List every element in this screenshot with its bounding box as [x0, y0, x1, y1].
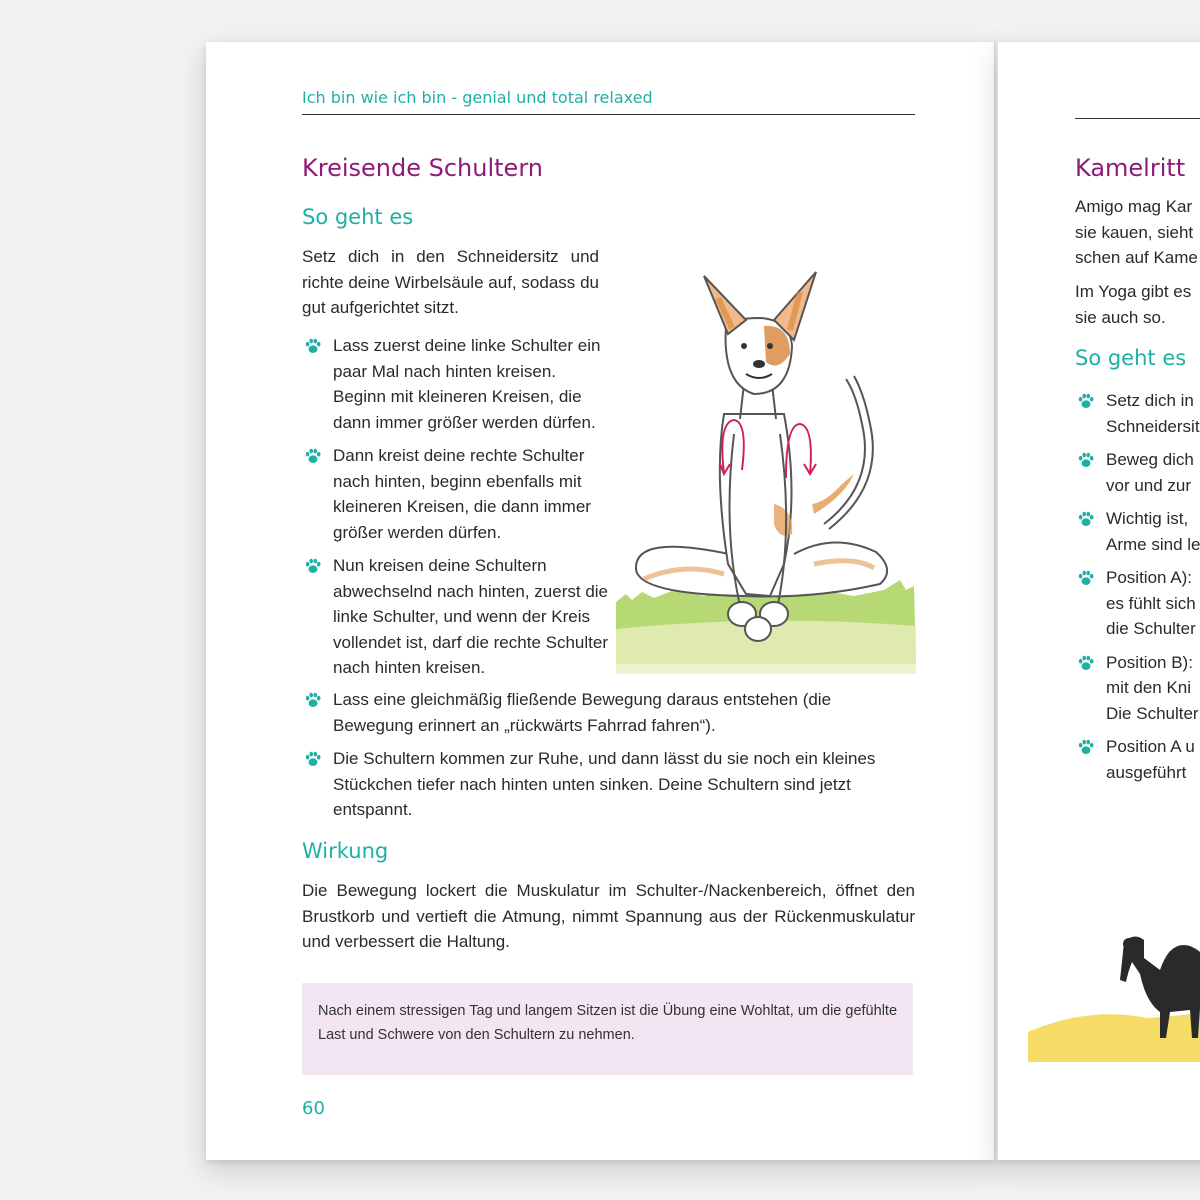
text-line: es fühlt sich	[1106, 593, 1196, 613]
page-number: 60	[302, 1098, 325, 1119]
step-text: Lass eine gleichmäßig fließende Bewegung daraus entstehen (die Bewegung erinnert an „rückwärts Fahrrad fahren“).	[333, 690, 832, 735]
right-page	[998, 42, 1200, 1160]
paw-icon	[1077, 654, 1095, 672]
tip-box	[302, 983, 913, 1075]
list-item	[1075, 506, 1200, 557]
text-line: Setz dich in	[1106, 391, 1194, 410]
paw-icon	[304, 337, 322, 355]
list-item	[1075, 447, 1200, 498]
text-line: Im Yoga gibt es	[1075, 282, 1192, 301]
right-page-title: Kamelritt	[1075, 154, 1186, 182]
text-line: Arme sind le	[1106, 534, 1200, 554]
list-item	[1075, 734, 1200, 785]
paw-icon	[1077, 569, 1095, 587]
dog-ear-left	[704, 276, 746, 334]
text-line: Die Schulter	[1106, 703, 1199, 723]
effect-text: Die Bewegung lockert die Muskulatur im Schulter-/Nackenbereich, öffnet den Brustkorb und vertieft die Atmung, nimmt Spannung aus der Rückenmuskulatur und verbessert die Haltung.	[302, 881, 915, 951]
text-line: Position A u	[1106, 737, 1195, 756]
step-text: Die Schultern kommen zur Ruhe, und dann lässt du sie noch ein kleines Stückchen tiefer nach hinten unten sinken. Deine Schultern sind jetzt entspannt.	[333, 749, 876, 819]
running-head: Ich bin wie ich bin - genial und total relaxed	[302, 88, 915, 115]
step-text: Dann kreist deine rechte Schulter nach hinten, beginn ebenfalls mit kleineren Kreisen, die dann immer größer werden dürfen.	[333, 446, 591, 542]
section-heading-effect: Wirkung	[302, 839, 389, 863]
sitting-dog-illustration	[614, 234, 919, 674]
step-text: Lass zuerst deine linke Schulter ein paar Mal nach hinten kreisen. Beginn mit kleineren Kreisen, die dann immer größer werden dürfen.	[333, 336, 601, 432]
left-page	[206, 42, 996, 1160]
intro-text: Setz dich in den Schneidersitz und richte deine Wirbelsäule auf, sodass du gut aufgerichtet sitzt.	[302, 247, 599, 317]
text-line: Wichtig ist,	[1106, 509, 1189, 528]
right-intro	[1075, 194, 1198, 271]
paw-icon	[304, 447, 322, 465]
list-item	[302, 443, 612, 545]
running-head-rule	[1075, 118, 1200, 119]
steps-list-narrow	[302, 333, 612, 689]
text-line: Position A):	[1106, 568, 1192, 587]
paw-icon	[1077, 451, 1095, 469]
list-item	[302, 687, 915, 738]
right-yoga-text	[1075, 279, 1191, 330]
text-line: mit den Kni	[1106, 678, 1192, 697]
text-line: Beweg dich	[1106, 450, 1194, 469]
list-item	[302, 553, 612, 681]
list-item	[302, 746, 915, 823]
text-line: Amigo mag Kar	[1075, 197, 1193, 216]
list-item	[1075, 650, 1200, 727]
steps-list-wide	[302, 687, 915, 831]
page-title: Kreisende Schultern	[302, 154, 543, 182]
list-item	[302, 333, 612, 435]
text-line: Position B):	[1106, 652, 1193, 672]
right-section-heading-how: So geht es	[1075, 346, 1187, 370]
tip-text: Nach einem stressigen Tag und langem Sitzen ist die Übung eine Wohltat, um die gefühlte Last und Schwere von den Schultern zu nehmen.	[318, 1003, 898, 1043]
paw-icon	[1077, 738, 1095, 756]
text-line: die Schulter	[1106, 619, 1196, 638]
text-line: sie auch so.	[1075, 307, 1166, 327]
paw-icon	[304, 750, 322, 768]
section-heading-how: So geht es	[302, 205, 414, 229]
text-line: Schneidersit	[1106, 416, 1200, 436]
list-item	[1075, 565, 1200, 642]
right-steps-list	[1075, 388, 1200, 793]
paw-icon	[1077, 510, 1095, 528]
camel-illustration	[1028, 922, 1200, 1062]
paw-icon	[304, 557, 322, 575]
sand-patch	[1028, 1010, 1200, 1062]
list-item	[1075, 388, 1200, 439]
text-line: ausgeführt	[1106, 762, 1187, 782]
step-text: Nun kreisen deine Schultern abwechselnd nach hinten, zuerst die linke Schulter, und wenn der Kreis vollendet ist, darf die rechte Schulter nach hinten kreisen.	[333, 556, 609, 677]
paw-icon	[1077, 392, 1095, 410]
text-line: sie kauen, sieht	[1075, 222, 1194, 242]
paw-icon	[304, 691, 322, 709]
text-line: schen auf Kame	[1075, 248, 1198, 267]
text-line: vor und zur	[1106, 475, 1192, 495]
